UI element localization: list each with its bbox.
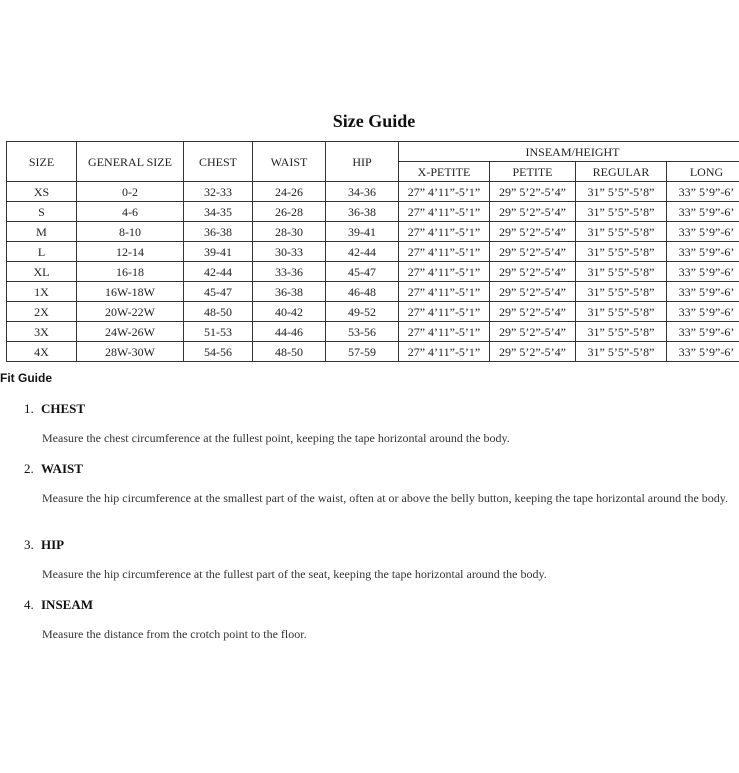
header-hip: HIP — [326, 142, 399, 182]
cell-petite: 29” 5’2”-5’4” — [490, 282, 576, 302]
cell-x-petite: 27” 4’11”-5’1” — [399, 242, 490, 262]
cell-hip: 39-41 — [326, 222, 399, 242]
cell-waist: 24-26 — [253, 182, 326, 202]
cell-regular: 31” 5’5”-5’8” — [576, 262, 667, 282]
fit-guide-number: 1. — [24, 401, 34, 416]
cell-size: M — [7, 222, 77, 242]
cell-hip: 53-56 — [326, 322, 399, 342]
cell-size: S — [7, 202, 77, 222]
table-row — [7, 282, 739, 302]
cell-general: 28W-30W — [77, 342, 184, 362]
fit-guide-label: WAIST — [41, 461, 83, 476]
table-row — [7, 262, 739, 282]
table-row — [7, 322, 739, 342]
table-body — [7, 182, 739, 362]
cell-long: 33” 5’9”-6’ — [667, 242, 739, 262]
cell-general: 16-18 — [77, 262, 184, 282]
cell-hip: 57-59 — [326, 342, 399, 362]
cell-petite: 29” 5’2”-5’4” — [490, 242, 576, 262]
cell-x-petite: 27” 4’11”-5’1” — [399, 322, 490, 342]
cell-regular: 31” 5’5”-5’8” — [576, 242, 667, 262]
cell-chest: 54-56 — [184, 342, 253, 362]
cell-size: 4X — [7, 342, 77, 362]
header-chest: CHEST — [184, 142, 253, 182]
cell-petite: 29” 5’2”-5’4” — [490, 302, 576, 322]
cell-waist: 36-38 — [253, 282, 326, 302]
cell-long: 33” 5’9”-6’ — [667, 262, 739, 282]
cell-waist: 48-50 — [253, 342, 326, 362]
table-row — [7, 202, 739, 222]
cell-petite: 29” 5’2”-5’4” — [490, 202, 576, 222]
cell-regular: 31” 5’5”-5’8” — [576, 282, 667, 302]
cell-regular: 31” 5’5”-5’8” — [576, 202, 667, 222]
header-general-size: GENERAL SIZE — [77, 142, 184, 182]
cell-general: 12-14 — [77, 242, 184, 262]
fit-guide-heading — [24, 401, 85, 417]
cell-general: 20W-22W — [77, 302, 184, 322]
cell-chest: 32-33 — [184, 182, 253, 202]
cell-regular: 31” 5’5”-5’8” — [576, 182, 667, 202]
cell-size: XS — [7, 182, 77, 202]
fit-guide-label: INSEAM — [41, 597, 94, 612]
fit-guide-number: 4. — [24, 597, 34, 612]
size-table — [6, 141, 739, 362]
header-long: LONG — [667, 162, 739, 182]
header-inseam-height: INSEAM/HEIGHT — [399, 142, 739, 162]
cell-long: 33” 5’9”-6’ — [667, 282, 739, 302]
cell-chest: 45-47 — [184, 282, 253, 302]
cell-regular: 31” 5’5”-5’8” — [576, 222, 667, 242]
fit-guide-description: Measure the hip circumference at the fullest part of the seat, keeping the tape horizontal around the body. — [42, 567, 547, 581]
cell-hip: 46-48 — [326, 282, 399, 302]
fit-guide-heading — [24, 461, 83, 477]
fit-guide-label: HIP — [41, 537, 65, 552]
cell-size: 3X — [7, 322, 77, 342]
cell-waist: 28-30 — [253, 222, 326, 242]
fit-guide-number: 3. — [24, 537, 34, 552]
table-row — [7, 222, 739, 242]
cell-waist: 44-46 — [253, 322, 326, 342]
cell-long: 33” 5’9”-6’ — [667, 202, 739, 222]
cell-x-petite: 27” 4’11”-5’1” — [399, 302, 490, 322]
cell-hip: 49-52 — [326, 302, 399, 322]
cell-petite: 29” 5’2”-5’4” — [490, 322, 576, 342]
fit-guide-label: CHEST — [41, 401, 86, 416]
cell-general: 8-10 — [77, 222, 184, 242]
cell-hip: 45-47 — [326, 262, 399, 282]
cell-waist: 33-36 — [253, 262, 326, 282]
fit-guide-description: Measure the distance from the crotch point to the floor. — [42, 627, 307, 641]
fit-guide-heading — [24, 537, 64, 553]
cell-long: 33” 5’9”-6’ — [667, 322, 739, 342]
fit-guide-description: Measure the hip circumference at the smallest part of the waist, often at or above the belly button, keeping the tape horizontal around the body. — [42, 491, 728, 505]
cell-size: L — [7, 242, 77, 262]
header-size: SIZE — [7, 142, 77, 182]
cell-general: 16W-18W — [77, 282, 184, 302]
cell-chest: 42-44 — [184, 262, 253, 282]
cell-regular: 31” 5’5”-5’8” — [576, 322, 667, 342]
cell-long: 33” 5’9”-6’ — [667, 222, 739, 242]
cell-hip: 36-38 — [326, 202, 399, 222]
cell-general: 0-2 — [77, 182, 184, 202]
cell-petite: 29” 5’2”-5’4” — [490, 222, 576, 242]
cell-x-petite: 27” 4’11”-5’1” — [399, 262, 490, 282]
fit-guide-number: 2. — [24, 461, 34, 476]
cell-hip: 34-36 — [326, 182, 399, 202]
fit-guide-description: Measure the chest circumference at the fullest point, keeping the tape horizontal around the body. — [42, 431, 510, 445]
cell-size: 2X — [7, 302, 77, 322]
cell-petite: 29” 5’2”-5’4” — [490, 262, 576, 282]
cell-waist: 30-33 — [253, 242, 326, 262]
cell-x-petite: 27” 4’11”-5’1” — [399, 222, 490, 242]
page-title: Size Guide — [332, 111, 416, 131]
cell-long: 33” 5’9”-6’ — [667, 302, 739, 322]
header-waist: WAIST — [253, 142, 326, 182]
table-header-row — [7, 142, 739, 162]
cell-x-petite: 27” 4’11”-5’1” — [399, 202, 490, 222]
cell-general: 4-6 — [77, 202, 184, 222]
cell-x-petite: 27” 4’11”-5’1” — [399, 282, 490, 302]
cell-size: XL — [7, 262, 77, 282]
cell-regular: 31” 5’5”-5’8” — [576, 302, 667, 322]
cell-long: 33” 5’9”-6’ — [667, 182, 739, 202]
cell-regular: 31” 5’5”-5’8” — [576, 342, 667, 362]
table-row — [7, 242, 739, 262]
header-x-petite: X-PETITE — [399, 162, 490, 182]
header-regular: REGULAR — [576, 162, 667, 182]
fit-guide-heading — [24, 597, 93, 613]
cell-long: 33” 5’9”-6’ — [667, 342, 739, 362]
cell-chest: 39-41 — [184, 242, 253, 262]
cell-chest: 34-35 — [184, 202, 253, 222]
cell-waist: 40-42 — [253, 302, 326, 322]
cell-petite: 29” 5’2”-5’4” — [490, 342, 576, 362]
table-row — [7, 342, 739, 362]
cell-chest: 36-38 — [184, 222, 253, 242]
table-row — [7, 302, 739, 322]
cell-size: 1X — [7, 282, 77, 302]
cell-general: 24W-26W — [77, 322, 184, 342]
cell-hip: 42-44 — [326, 242, 399, 262]
cell-waist: 26-28 — [253, 202, 326, 222]
cell-x-petite: 27” 4’11”-5’1” — [399, 182, 490, 202]
cell-petite: 29” 5’2”-5’4” — [490, 182, 576, 202]
cell-chest: 48-50 — [184, 302, 253, 322]
fit-guide-title: Fit Guide — [0, 371, 52, 385]
cell-x-petite: 27” 4’11”-5’1” — [399, 342, 490, 362]
header-petite: PETITE — [490, 162, 576, 182]
table-row — [7, 182, 739, 202]
cell-chest: 51-53 — [184, 322, 253, 342]
